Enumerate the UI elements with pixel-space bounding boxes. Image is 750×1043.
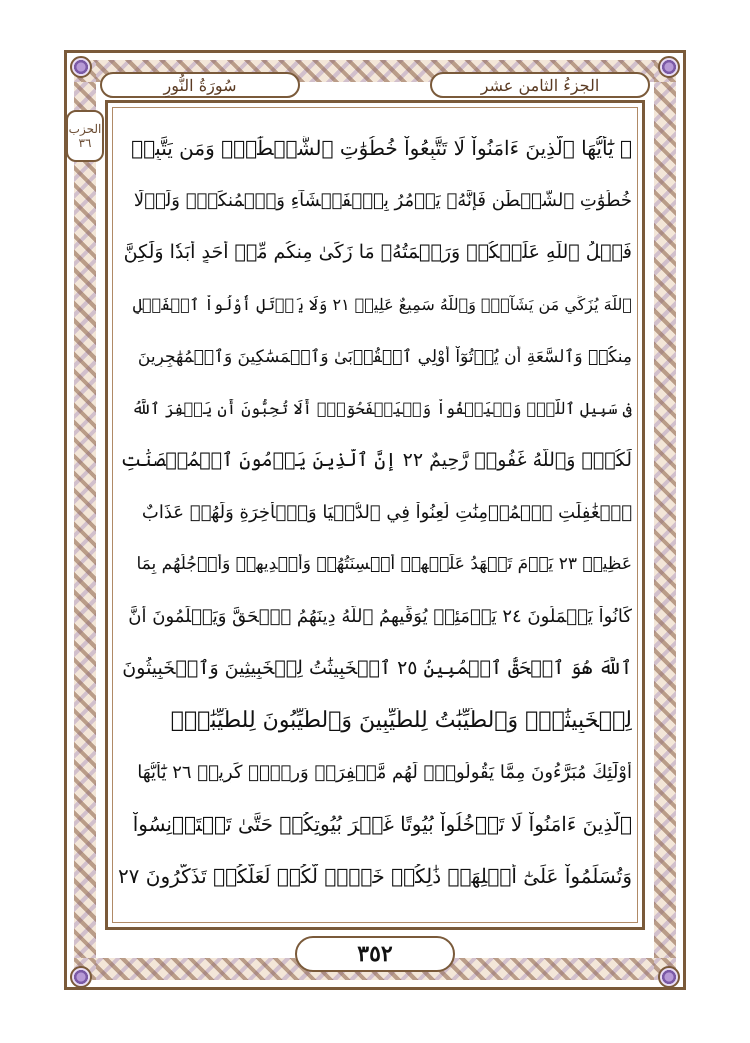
- text-line: ٱللَّهَ هُوَ ٱلۡحَقُّ ٱلۡمُبِينُ ٢٥ ٱلۡخَبِيثَٰتُ لِلۡخَبِيثِينَ وَٱلۡخَبِيثُونَ: [122, 657, 632, 679]
- text-line: أُوْلَٰٓئِكَ مُبَرَّءُونَ مِمَّا يَقُولُونَۖ لَهُم مَّغۡفِرَةٞ وَرِزۡقٞ كَرِيمٞ ٢٦ يَٰٓأَيُّهَا: [137, 761, 632, 783]
- flower-ornament-icon: [658, 56, 680, 78]
- juz-title: الجزءُ الثامن عشر: [480, 75, 600, 95]
- text-line: ٱللَّهَ يُزَكِّي مَن يَشَآءُۗ وَٱللَّهُ سَمِيعٌ عَلِيمٞ ٢١ وَلَا يَأۡتَلِ أُوْلُواْ ٱلۡفَضۡلِ: [132, 294, 632, 314]
- text-line: خُطُوَٰتِ ٱلشَّيۡطَٰنِ فَإِنَّهُۥ يَأۡمُرُ بِٱلۡفَحۡشَآءِ وَٱلۡمُنكَرِۚ وَلَوۡلَا: [133, 189, 632, 211]
- hizb-label: الحزب: [68, 122, 102, 136]
- page-number-badge: [295, 936, 455, 972]
- flower-ornament-icon: [70, 966, 92, 988]
- quran-text: [118, 122, 632, 917]
- hizb-marker: [66, 110, 104, 162]
- text-line: ٱلۡغَٰفِلَٰتِ ٱلۡمُؤۡمِنَٰتِ لُعِنُواْ فِي ٱلدُّنۡيَا وَٱلۡأٓخِرَةِ وَلَهُمۡ عَذَابٌ: [141, 501, 632, 523]
- text-line: عَظِيمٞ ٢٣ يَوۡمَ تَشۡهَدُ عَلَيۡهِمۡ أَلۡسِنَتُهُمۡ وَأَيۡدِيهِمۡ وَأَرۡجُلُهُم بِمَا: [136, 554, 632, 574]
- flower-ornament-icon: [70, 56, 92, 78]
- hizb-number: ٣٦: [78, 136, 92, 150]
- text-line: لِلۡخَبِيثَٰتِۖ وَٱلطَّيِّبَٰتُ لِلطَّيِّبِينَ وَٱلطَّيِّبُونَ لِلطَّيِّبَٰتِۚ: [170, 707, 632, 733]
- surah-title: سُورَةُ النُّورِ: [163, 75, 237, 95]
- juz-header: [430, 72, 650, 98]
- flower-ornament-icon: [658, 966, 680, 988]
- text-line: لَكُمۡۚ وَٱللَّهُ غَفُورٞ رَّحِيمٌ ٢٢ إِنَّ ٱلَّذِينَ يَرۡمُونَ ٱلۡمُحۡصَنَٰتِ: [120, 449, 632, 471]
- text-line: فَضۡلُ ٱللَّهِ عَلَيۡكُمۡ وَرَحۡمَتُهُۥ مَا زَكَىٰ مِنكُم مِّنۡ أَحَدٍ أَبَدٗا وَلَٰكِنَّ: [123, 241, 632, 263]
- text-line: ۞ يَٰٓأَيُّهَا ٱلَّذِينَ ءَامَنُواْ لَا تَتَّبِعُواْ خُطُوَٰتِ ٱلشَّيۡطَٰنِۚ وَمَن يَتَّبِعۡ: [131, 136, 632, 160]
- text-line: فِي سَبِيلِ ٱللَّهِۖ وَلۡيَعۡفُواْ وَلۡيَصۡفَحُوٓاْۗ أَلَا تُحِبُّونَ أَن يَغۡفِرَ ٱللَّهُ: [131, 398, 632, 418]
- page-number: ٣٥٢: [357, 941, 393, 967]
- text-line: مِنكُمۡ وَٱلسَّعَةِ أَن يُؤۡتُوٓاْ أُوْلِي ٱلۡقُرۡبَىٰ وَٱلۡمَسَٰكِينَ وَٱلۡمُهَٰجِرِينَ: [137, 346, 632, 367]
- surah-header: [100, 72, 300, 98]
- text-line: وَتُسَلِّمُواْ عَلَىٰٓ أَهۡلِهَاۚ ذَٰلِكُمۡ خَيۡرٞ لَّكُمۡ لَعَلَّكُمۡ تَذَكَّرُونَ ٢٧: [118, 864, 632, 888]
- page-header: [100, 72, 650, 100]
- text-line: كَانُواْ يَعۡمَلُونَ ٢٤ يَوۡمَئِذٖ يُوَفِّيهِمُ ٱللَّهُ دِينَهُمُ ٱلۡحَقَّ وَيَعۡلَمُونَ أَنَّ: [128, 605, 632, 627]
- text-line: ٱلَّذِينَ ءَامَنُواْ لَا تَدۡخُلُواْ بُيُوتًا غَيۡرَ بُيُوتِكُمۡ حَتَّىٰ تَسۡتَأۡنِسُواْ: [132, 812, 632, 836]
